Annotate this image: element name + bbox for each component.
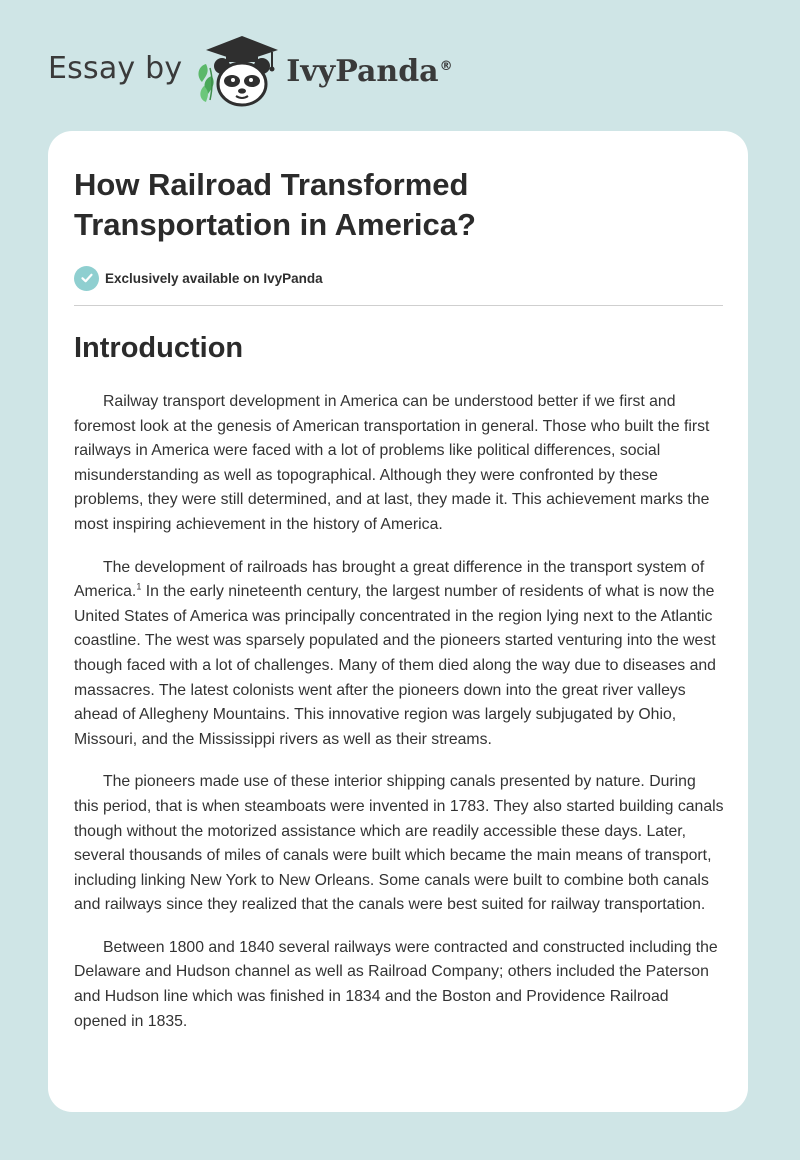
- registered-mark: ®: [439, 58, 453, 74]
- page-title: How Railroad Transformed Transportation in America?: [74, 167, 476, 242]
- divider: [74, 305, 723, 306]
- site-header: [48, 30, 453, 110]
- paragraph: Railway transport development in America can be understood better if we first and foremost look at the genesis of American transportation in general. Those who built the first railways in America were faced with a lot of problems like political differences, social misunderstanding as well as topographical. Although they were confronted by these problems, they were still determined, and at last, they made it. This achievement marks the most inspiring achievement in the history of America.: [74, 393, 710, 533]
- check-icon: [74, 266, 99, 291]
- exclusive-badge: [74, 265, 722, 291]
- essay-by-label: Essay by: [48, 50, 183, 86]
- section-heading: Introduction: [74, 332, 244, 364]
- essay-card: [48, 131, 748, 1112]
- footnote-link[interactable]: 1: [136, 581, 142, 592]
- paragraph: The development of railroads has brought a great difference in the transport system of America.$^1$ In the early nineteenth century, the largest number of residents of what is now the United States of America was principally concentrated in the region lying next to the Atlantic coastline. The west was sparsely populated and the pioneers started venturing into the west though faced with a lot of challenges. Many of them died along the way due to diseases and massacres. The latest colonists went after the pioneers down into the great river valleys ahead of Allegheny Mountains. This innovative region was largely subjugated by Ohio, Missouri, and the Mississippi rivers as well as their streams.: [74, 558, 716, 748]
- paragraph: The pioneers made use of these interior shipping canals presented by nature. During this period, that is when steamboats were invented in 1783. They also started building canals though without the motorized assistance which are readily accessible these days. Later, several thousands of miles of canals were built which became the main means of transport, including linking New York to New Orleans. Some canals were built to combine both canals and railways since they realized that the canals were best suited for railway transportation.: [74, 773, 724, 914]
- brand-name: IvyPanda®: [286, 53, 453, 89]
- paragraph: Between 1800 and 1840 several railways were contracted and constructed including the Delaware and Hudson channel as well as Railroad Company; others included the Paterson and Hudson line which was finished in 1834 and the Boston and Providence Railroad opened in 1835.: [74, 938, 718, 1030]
- exclusive-badge-label: Exclusively available on IvyPanda: [105, 270, 323, 286]
- panda-logo-icon[interactable]: [192, 30, 284, 110]
